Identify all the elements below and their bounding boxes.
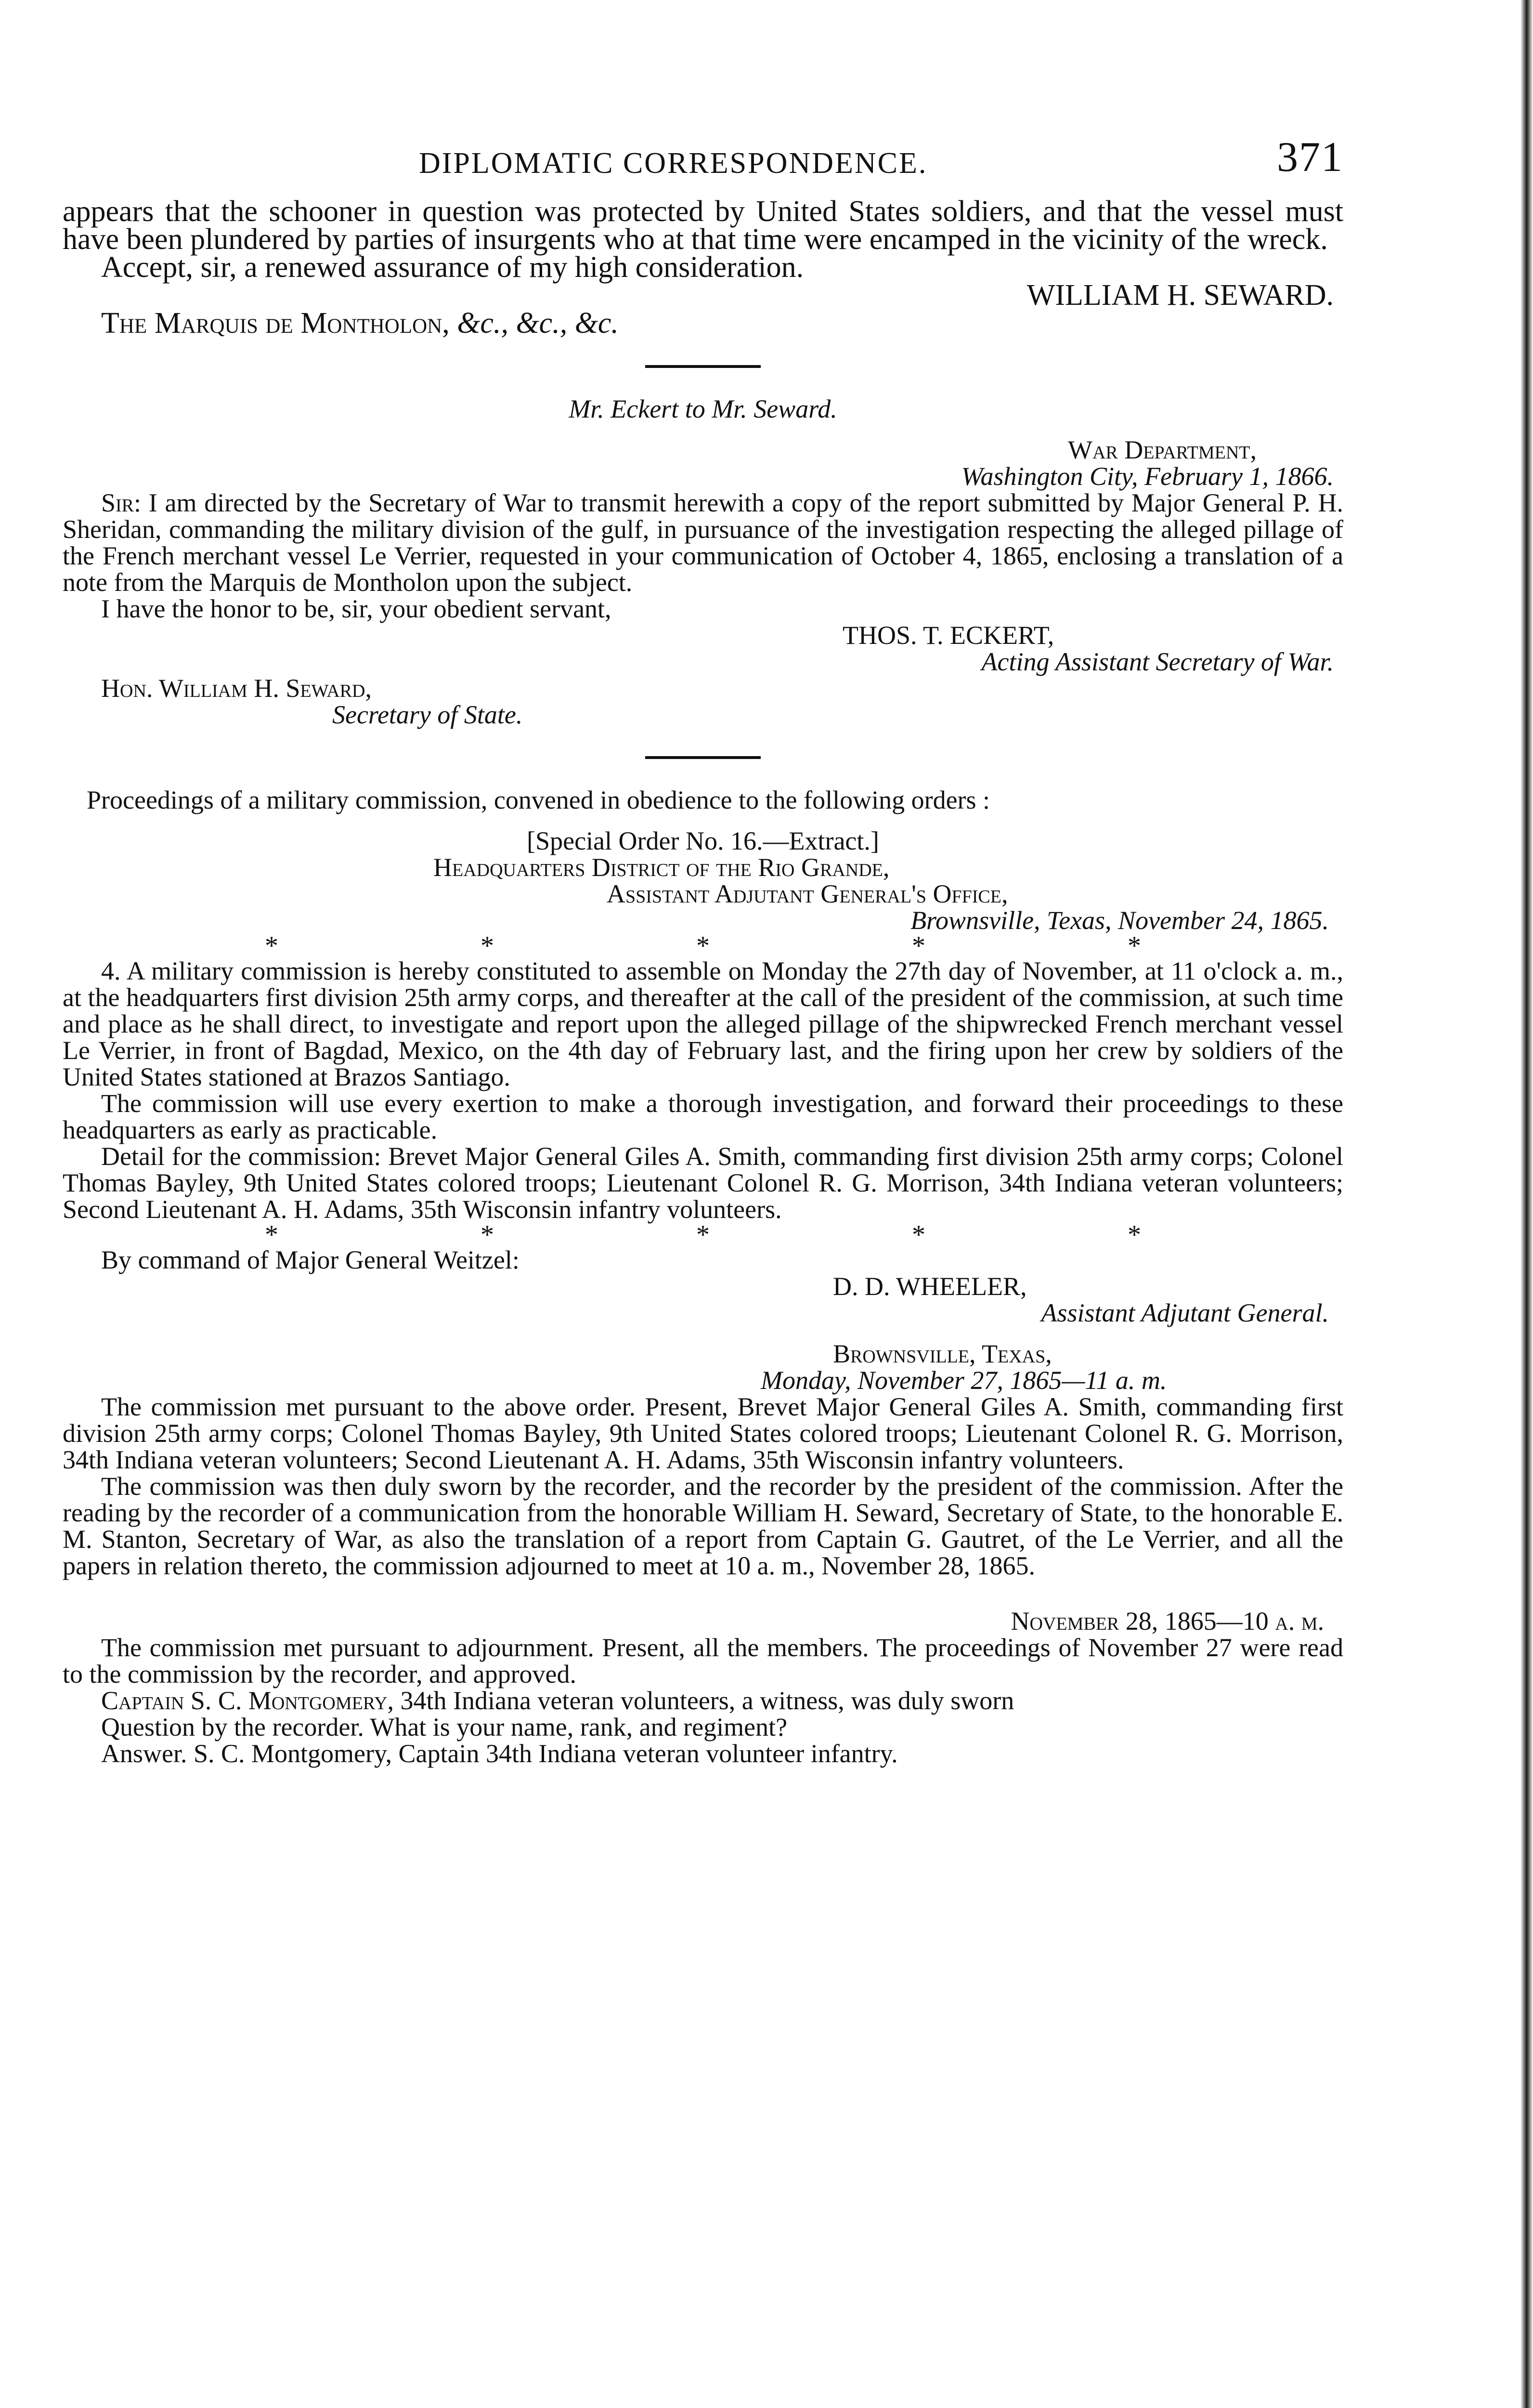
- hq-line2: Assistant Adjutant General's Office,: [607, 879, 1008, 908]
- letter2-signature-title: Acting Assistant Secretary of War.: [981, 647, 1334, 676]
- page-edge-shadow: [1520, 0, 1533, 2408]
- letter1-addressee: [63, 307, 1343, 340]
- order-signer: D. D. WHEELER,: [833, 1272, 1027, 1301]
- letter1-addressee-etc: &c., &c., &c.: [457, 307, 619, 340]
- session2-date: November 28, 1865—10 a. m.: [1011, 1607, 1324, 1636]
- star: *: [481, 1220, 494, 1250]
- session1-paragraph-2: The commission was then duly sworn by the recorder, and the recorder by the president of the commission. After the reading by the recorder of a communication from the honorable William H. Seward, Secretary of State, to the honorable E. M. Stanton, Secretary of War, as also the translation of a report from Captain G. Gautret, of the Le Verrier, and all the papers in relation thereto, the commission adjourned to meet at 10 a. m., November 28, 1865.: [63, 1472, 1343, 1580]
- hq-line1: Headquarters District of the Rio Grande,: [433, 853, 890, 882]
- session1-paragraph-1: The commission met pursuant to the above order. Present, Brevet Major General Giles A. Smith, commanding first division 25th army corps; Colonel Thomas Bayley, 9th United States colored troops; Lieutenant Colonel R. G. Morrison, 34th Indiana veteran volunteers; Second Lieutenant A. H. Adams, 35th Wisconsin infantry volunteers.: [63, 1392, 1343, 1474]
- star: *: [912, 931, 925, 961]
- ellipsis-stars: [63, 1220, 1343, 1250]
- star: *: [1128, 1220, 1141, 1250]
- session2-paragraph-1: The commission met pursuant to adjournment. Present, all the members. The proceedings of November 27 were read to the commission by the recorder, and approved.: [63, 1633, 1343, 1688]
- letter2-heading: Mr. Eckert to Mr. Seward.: [569, 394, 837, 423]
- order-paragraph-4: 4. A military commission is hereby constituted to assemble on Monday the 27th day of November, at 11 o'clock a. m., at the headquarters first division 25th army corps, and thereafter at the call of the president of the commission, at such time and place as he shall direct, to investigate and report upon the alleged pillage of the shipwrecked French merchant vessel Le Verrier, in front of Bagdad, Mexico, on the 4th day of February last, and the firing upon her crew by soldiers of the United States stationed at Brazos Santiago.: [63, 956, 1343, 1091]
- section-divider: [645, 756, 761, 759]
- star: *: [265, 931, 278, 961]
- order-paragraph-detail: Detail for the commission: Brevet Major General Giles A. Smith, commanding first division 25th army corps; Colonel Thomas Bayley, 9th United States colored troops; Lieutenant Colonel R. G. Morrison, 34th Indiana veteran volunteers; Second Lieutenant A. H. Adams, 35th Wisconsin infantry volunteers.: [63, 1142, 1343, 1224]
- letter2-addressee-name: Hon. William H. Seward,: [101, 674, 372, 703]
- order-paragraph-exertion: The commission will use every exertion to make a thorough investigation, and forward their proceedings to these headquarters as early as practicable.: [63, 1089, 1343, 1144]
- running-header: [63, 134, 1343, 197]
- by-command: By command of Major General Weitzel:: [101, 1245, 520, 1274]
- question-line: Question by the recorder. What is your name, rank, and regiment?: [101, 1713, 788, 1741]
- letter2-closing: I have the honor to be, sir, your obedient servant,: [101, 594, 611, 623]
- hq-place-date: Brownsville, Texas, November 24, 1865.: [910, 906, 1329, 935]
- session1-date: Monday, November 27, 1865—11 a. m.: [761, 1366, 1167, 1395]
- letter1-addressee-name: The Marquis de Montholon,: [101, 307, 450, 340]
- page-number: 371: [1277, 134, 1343, 181]
- letter1-body: appears that the schooner in question was protected by United States soldiers, and that the vessel must have been plundered by parties of insurgents who at that time were encamped in the vicinity of the wreck.: [63, 195, 1343, 256]
- letter2-place-date: Washington City, February 1, 1866.: [961, 462, 1334, 491]
- star: *: [696, 931, 710, 961]
- star: *: [1128, 931, 1141, 961]
- session1-place: Brownsville, Texas,: [833, 1339, 1052, 1368]
- letter2-dept: War Department,: [1068, 435, 1257, 464]
- order-title: [Special Order No. 16.—Extract.]: [527, 826, 879, 855]
- letter1-closing: Accept, sir, a renewed assurance of my high consideration.: [101, 251, 804, 284]
- proceedings-intro: Proceedings of a military commission, convened in obedience to the following orders :: [87, 785, 990, 814]
- letter2-addressee-title: Secretary of State.: [332, 700, 523, 729]
- running-title: DIPLOMATIC CORRESPONDENCE.: [419, 147, 928, 180]
- witness-sworn: [63, 1688, 1343, 1714]
- document-page: [63, 134, 1344, 1768]
- letter2-body-text: I am directed by the Secretary of War to transmit herewith a copy of the report submitted by Major General P. H. Sheridan, commanding the military division of the gulf, in pursuance of the investigation respecting the alleged pillage of the French merchant vessel Le Verrier, requested in your communication of October 4, 1865, enclosing a translation of a note from the Marquis de Montholon upon the subject.: [63, 488, 1344, 597]
- section-divider: [645, 365, 761, 368]
- letter1-signature: WILLIAM H. SEWARD.: [1026, 279, 1334, 312]
- witness-name: Captain S. C. Montgomery,: [101, 1686, 394, 1715]
- star: *: [481, 931, 494, 961]
- ellipsis-stars: [63, 931, 1343, 961]
- letter2-salutation: Sir:: [101, 488, 142, 517]
- order-signer-title: Assistant Adjutant General.: [1041, 1298, 1329, 1327]
- letter2-body: [63, 490, 1343, 596]
- star: *: [696, 1220, 710, 1250]
- witness-detail: 34th Indiana veteran volunteers, a witness, was duly sworn: [400, 1686, 1014, 1715]
- star: *: [912, 1220, 925, 1250]
- letter2-signature: THOS. T. ECKERT,: [843, 621, 1054, 650]
- star: *: [265, 1220, 278, 1250]
- answer-line: Answer. S. C. Montgomery, Captain 34th Indiana veteran volunteer infantry.: [101, 1739, 898, 1768]
